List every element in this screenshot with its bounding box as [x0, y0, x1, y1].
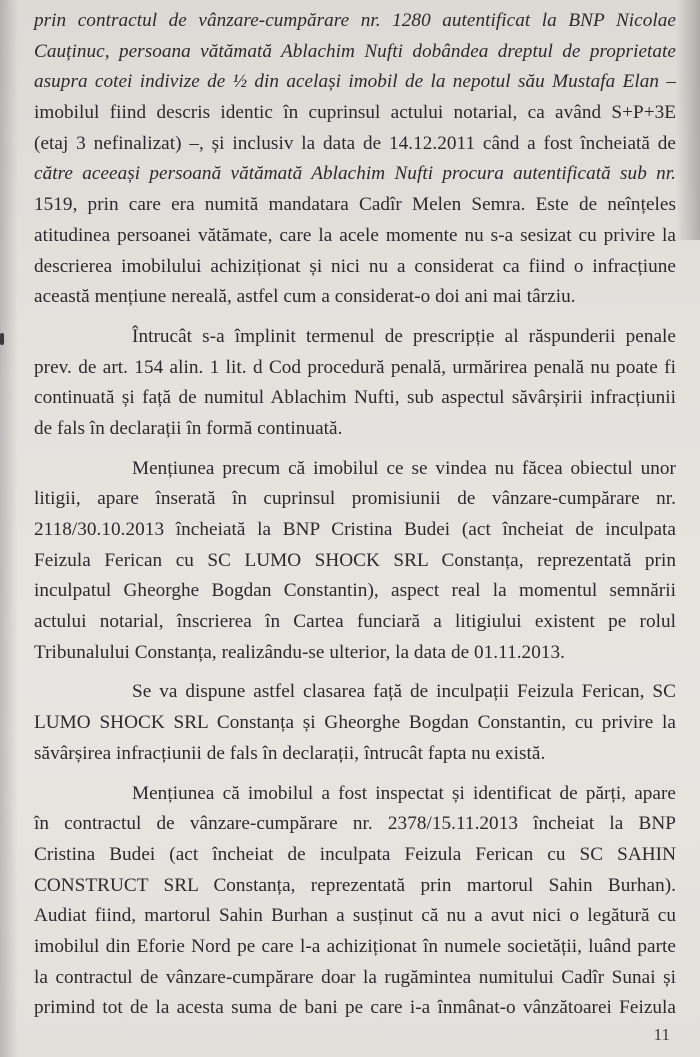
text-line: Audiat fiind, martorul Sahin Burhan a susținut că nu a avut nici o legătură cu [34, 905, 676, 927]
paragraph-4 [34, 677, 676, 769]
text-line: la contractul de vânzare-cumpărare doar la rugămintea numitului Cadîr Sunai și [34, 966, 676, 988]
paragraph-5 [34, 779, 676, 1025]
page-binding-shadow [0, 0, 18, 1057]
text-line: Cristina Budei (act încheiat de inculpata Feizula Ferican cu SC SAHIN [34, 843, 676, 865]
text-line: imobilul fiind descris identic în cuprinsul actului notarial, ca având S+P+3E [34, 102, 676, 124]
text-line: continuată și față de numitul Ablachim Nufti, sub aspectul săvârșirii infracțiunii [34, 387, 676, 409]
page-corner-shadow [676, 0, 700, 240]
paragraph-1 [34, 6, 676, 313]
text-line: către aceeași persoană vătămată Ablachim Nufti procura autentificată sub nr. [34, 163, 676, 185]
paragraph-gap [34, 770, 676, 779]
text-line: Întrucât s-a împlinit termenul de prescripție al răspunderii penale [132, 325, 676, 347]
paragraph-gap [34, 445, 676, 454]
document-text [34, 6, 676, 1024]
paragraph-gap [34, 313, 676, 322]
paragraph-2 [34, 322, 676, 445]
text-line: Mențiunea că imobilul a fost inspectat și identificat de părți, apare [132, 782, 676, 804]
text-line: prev. de art. 154 alin. 1 lit. d Cod procedură penală, urmărirea penală nu poate fi [34, 356, 676, 378]
text-line: descrierea imobilului achiziționat și nici nu a considerat ca fiind o infracțiune [34, 255, 676, 277]
text-line: această mențiune nereală, astfel cum a considerat-o doi ani mai târziu. [34, 286, 576, 308]
text-line: Cauținuc, persoana vătămată Ablachim Nufti dobândea dreptul de proprietate [34, 40, 676, 62]
text-line: LUMO SHOCK SRL Constanța și Gheorghe Bogdan Constantin, cu privire la [34, 712, 676, 734]
text-line: imobilul din Eforie Nord pe care l-a achiziționat în numele societății, luând parte [34, 935, 676, 957]
margin-mark [0, 333, 4, 345]
text-line: Mențiunea precum că imobilul ce se vindea nu făcea obiectul unor [132, 457, 676, 479]
text-line: primind tot de la acesta suma de bani pe care i-a înmânat-o vânzătoarei Feizula [34, 997, 676, 1019]
text-line: asupra cotei indivize de ½ din același imobil de la nepotul său Mustafa Elan – [34, 71, 676, 93]
paragraph-gap [34, 668, 676, 677]
text-line: Tribunalului Constanța, realizându-se ulterior, la data de 01.11.2013. [34, 641, 565, 663]
text-line: (etaj 3 nefinalizat) –, și inclusiv la data de 14.12.2011 când a fost încheiată de [34, 132, 676, 154]
paragraph-3 [34, 454, 676, 669]
text-line: săvârșirea infracțiunii de fals în declarații, întrucât fapta nu există. [34, 742, 546, 764]
text-line: de fals în declarații în formă continuată. [34, 417, 343, 439]
page-number: 11 [653, 1025, 670, 1044]
text-line: inculpatul Gheorghe Bogdan Constantin), aspect real la momentul semnării [34, 580, 676, 602]
text-line: în contractul de vânzare-cumpărare nr. 2378/15.11.2013 încheiat la BNP [34, 813, 676, 835]
text-line: CONSTRUCT SRL Constanța, reprezentată prin martorul Sahin Burhan). [34, 874, 676, 896]
text-line: 1519, prin care era numită mandatara Cadîr Melen Semra. Este de neînțeles [34, 194, 676, 216]
text-line: Feizula Ferican cu SC LUMO SHOCK SRL Constanța, reprezentată prin [34, 549, 676, 571]
text-line: prin contractul de vânzare-cumpărare nr. 1280 autentificat la BNP Nicolae [34, 10, 676, 31]
text-line: litigii, apare înserată în cuprinsul promisiunii de vânzare-cumpărare nr. [34, 488, 676, 510]
text-line: actului notarial, înscrierea în Cartea funciară a litigiului existent pe rolul [34, 611, 676, 633]
text-line: atitudinea persoanei vătămate, care la acele momente nu s-a sesizat cu privire la [34, 224, 676, 246]
text-line: Se va dispune astfel clasarea față de inculpații Feizula Ferican, SC [132, 681, 676, 703]
text-line: 2118/30.10.2013 încheiată la BNP Cristina Budei (act încheiat de inculpata [34, 519, 676, 540]
